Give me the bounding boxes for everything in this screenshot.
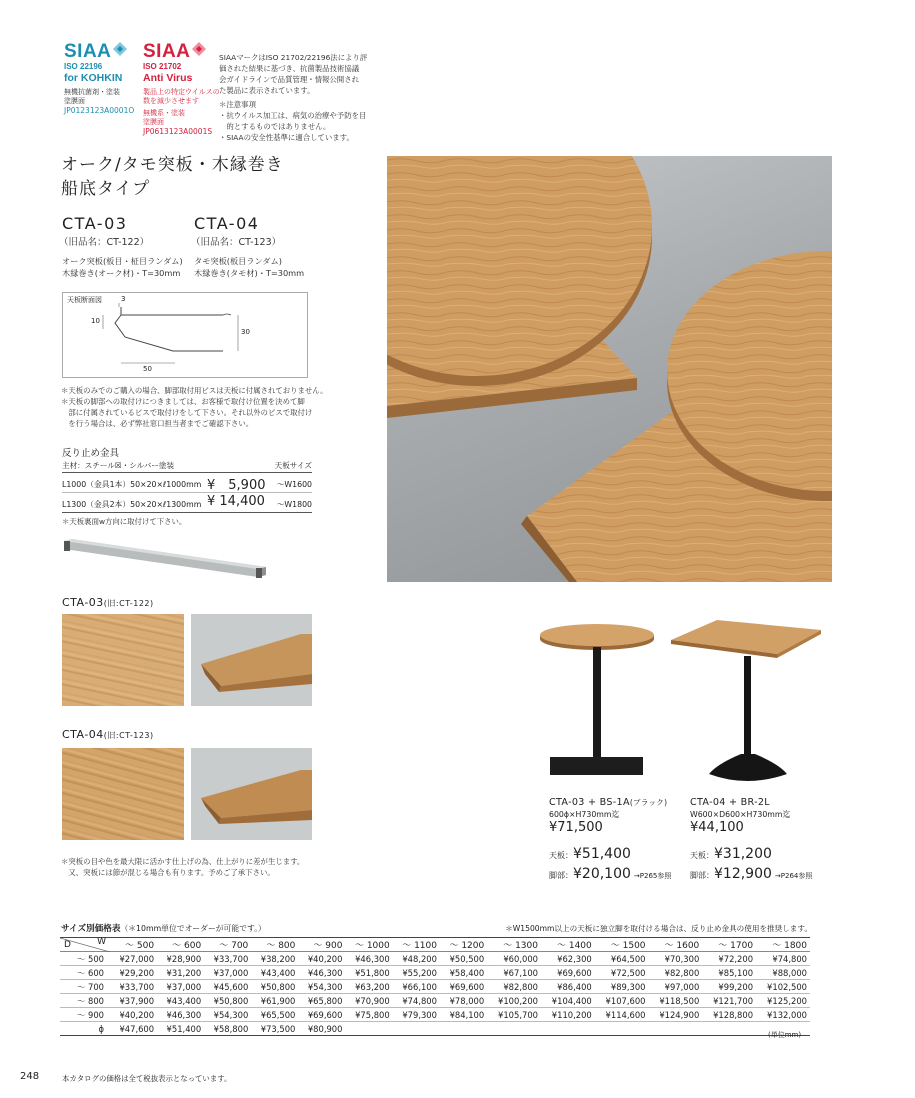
price-cell: ¥27,000 — [119, 953, 155, 964]
purchase-notes — [61, 385, 381, 429]
dim-label: 10 — [91, 317, 100, 325]
bracket-section — [62, 447, 312, 527]
price-cell: ¥37,900 — [119, 995, 155, 1006]
dim-label: 30 — [241, 328, 250, 336]
note-line: を行う場合は、必ず弊社窓口担当者までご確認下さい。 — [61, 419, 254, 428]
column-header: 〜 700 — [219, 941, 249, 951]
price-cell: ¥86,400 — [557, 981, 592, 992]
bracket-row-price: ¥ 14,400 — [207, 494, 265, 509]
price-cell: ¥45,600 — [213, 981, 249, 992]
siaa-sub: for KOHKIN — [64, 72, 123, 84]
price-cell: ¥60,000 — [503, 953, 538, 964]
price-cell: ¥55,200 — [402, 967, 437, 978]
note-line: ＊天板の脚部への取付けにつきましては、お客様で取付け位置を決めて脚 — [61, 397, 305, 406]
siaa-iso: ISO 22196 — [64, 62, 103, 71]
corner-d: D — [64, 939, 71, 950]
model-cta-03 — [59, 214, 192, 279]
price-cell: ¥43,400 — [166, 995, 202, 1006]
price-cell: ¥82,800 — [503, 981, 538, 992]
price-cell: ¥80,900 — [307, 1023, 343, 1034]
price-cell: ¥63,200 — [355, 981, 390, 992]
column-header: 〜 1100 — [402, 941, 437, 951]
bracket-row-size: 〜W1600 — [276, 480, 312, 489]
set-leg-label: 脚部： — [549, 871, 573, 880]
gallery-code: CTA-04 — [62, 728, 104, 741]
price-cell: ¥69,600 — [557, 967, 592, 978]
price-cell: ¥69,600 — [307, 1009, 343, 1020]
veneer-notes — [61, 856, 381, 878]
set-color: (ブラック) — [629, 798, 668, 807]
price-cell — [541, 1022, 595, 1036]
column-header: 〜 1300 — [503, 941, 538, 951]
price-cell: ¥118,500 — [659, 995, 700, 1006]
bracket-note: ＊天板裏面w方向に取付けて下さい。 — [62, 517, 187, 526]
bracket-material: 主材：スチール☒・シルバー塗装 — [62, 461, 175, 470]
diagram-title: 天板断面図 — [67, 296, 102, 304]
set-top-price: ¥51,400 — [573, 846, 631, 862]
price-cell: ¥48,200 — [402, 953, 437, 964]
price-cell: ¥79,300 — [402, 1009, 437, 1020]
cross-section-diagram — [62, 292, 308, 378]
price-cell: ¥47,600 — [119, 1023, 155, 1034]
price-cell: ¥110,200 — [551, 1009, 592, 1020]
row-header: 〜 600 — [76, 967, 104, 978]
price-cell: ¥70,300 — [664, 953, 700, 964]
row-header: 〜 500 — [76, 953, 104, 964]
column-header: 〜 1600 — [664, 941, 700, 951]
model-cta-04 — [191, 214, 324, 279]
siaa-star-icon — [113, 42, 127, 56]
table-row — [60, 1008, 810, 1022]
siaa-desc-line: 製品上の特定ウイルスの — [143, 88, 220, 96]
bracket-size-header: 天板サイズ — [274, 461, 312, 470]
siaa-logo-text: SIAA — [143, 41, 191, 62]
edge-illustration — [191, 748, 312, 840]
price-cell: ¥46,300 — [355, 953, 390, 964]
set-ref[interactable]: →P265参照 — [633, 872, 672, 880]
title-line: 船底タイプ — [61, 179, 151, 199]
column-header: 〜 1400 — [556, 941, 592, 951]
price-cell: ¥29,200 — [119, 967, 155, 978]
column-header: 〜 500 — [125, 941, 155, 951]
gallery-code: CTA-03 — [62, 596, 104, 609]
siaa-antivirus-mark — [143, 42, 225, 137]
price-cell: ¥107,600 — [605, 995, 646, 1006]
price-cell: ¥65,500 — [260, 1009, 296, 1020]
oak-grain-photo — [62, 614, 184, 706]
price-cell: ¥73,500 — [260, 1023, 296, 1034]
column-header: 〜 1700 — [718, 941, 754, 951]
price-cell: ¥46,300 — [166, 1009, 202, 1020]
set-leg-price: ¥12,900 — [714, 866, 772, 882]
price-cell: ¥51,800 — [355, 967, 390, 978]
bracket-row-name: L1000（金具1本）50×20×ℓ1000mm — [62, 480, 202, 489]
unit-note: (単位mm) — [768, 1031, 802, 1039]
price-cell: ¥69,600 — [449, 981, 485, 992]
note-line: ・SIAAの安全性基準に適合しています。 — [219, 133, 354, 142]
column-header: 〜 600 — [172, 941, 202, 951]
row-header: ϕ — [98, 1023, 104, 1034]
price-cell: ¥58,800 — [213, 1023, 249, 1034]
row-header: 〜 700 — [76, 981, 104, 992]
price-cell: ¥74,800 — [402, 995, 437, 1006]
price-cell: ¥54,300 — [307, 981, 343, 992]
set-price: ¥44,100 — [690, 820, 744, 835]
table-header-row — [60, 938, 810, 952]
page-title — [61, 153, 284, 201]
square-table-set-photo — [667, 618, 825, 783]
price-cell: ¥61,900 — [260, 995, 296, 1006]
price-cell: ¥88,000 — [772, 967, 807, 978]
price-cell — [649, 1022, 703, 1036]
price-cell — [487, 1022, 541, 1036]
note-line: た製品に表示されています。 — [219, 86, 315, 95]
bracket-title: 反り止め金具 — [62, 448, 120, 459]
set-cta-03 — [549, 797, 689, 885]
price-cell: ¥128,800 — [713, 1009, 754, 1020]
bracket-photo — [60, 537, 270, 581]
price-cell: ¥40,200 — [307, 953, 343, 964]
price-cell: ¥72,500 — [610, 967, 646, 978]
price-cell: ¥50,500 — [449, 953, 485, 964]
price-cell: ¥85,100 — [718, 967, 754, 978]
page-number: 248 — [20, 1071, 40, 1082]
price-cell: ¥66,100 — [402, 981, 437, 992]
siaa-type-line: 塗膜面 — [143, 118, 164, 126]
table-row — [60, 966, 810, 980]
price-cell: ¥99,200 — [718, 981, 754, 992]
set-size: 600ϕ×H730mm迄 — [549, 810, 620, 819]
gallery-label-cta-04 — [62, 728, 154, 741]
price-cell: ¥114,600 — [605, 1009, 646, 1020]
note-line: 価された結果に基づき、抗菌製品技術協議 — [219, 64, 360, 73]
title-line: オーク/タモ突板・木縁巻き — [61, 155, 284, 175]
price-cell: ¥28,900 — [166, 953, 202, 964]
set-name: CTA-03 + BS-1A — [549, 797, 630, 808]
price-cell: ¥78,000 — [449, 995, 485, 1006]
price-cell: ¥89,300 — [610, 981, 646, 992]
set-size: W600×D600×H730mm迄 — [690, 810, 791, 819]
model-old-name: （旧品名：CT-122） — [59, 237, 150, 248]
price-cell: ¥74,800 — [772, 953, 807, 964]
price-cell: ¥33,700 — [119, 981, 155, 992]
row-header: 〜 900 — [76, 1009, 104, 1020]
siaa-type-line: 無機系・塗装 — [143, 109, 185, 117]
bracket-row — [62, 473, 312, 493]
gallery-old: (旧:CT-122) — [103, 599, 154, 608]
note-line: 又、突板には節が混じる場合も有ります。予めご了承下さい。 — [61, 868, 275, 877]
price-cell: ¥67,100 — [503, 967, 538, 978]
ash-edge-photo — [191, 748, 312, 840]
gallery-old: (旧:CT-123) — [103, 731, 154, 740]
price-cell — [393, 1022, 440, 1036]
siaa-explanation — [219, 52, 379, 143]
price-cell: ¥62,300 — [557, 953, 592, 964]
dim-label: 50 — [143, 365, 152, 373]
note-line: ＊突板の目や色を最大限に活かす仕上げの為、仕上がりに差が生じます。 — [61, 857, 305, 866]
bracket-row-size: 〜W1800 — [276, 500, 312, 509]
footer-note: 本カタログの価格は全て税抜表示となっています。 — [62, 1074, 232, 1083]
table-tops-illustration — [387, 156, 832, 582]
column-header: 〜 800 — [266, 941, 296, 951]
price-cell: ¥31,200 — [166, 967, 202, 978]
table-row — [60, 952, 810, 966]
price-cell — [595, 1022, 649, 1036]
note-line: SIAAマークはISO 21702/22196法により評 — [219, 53, 368, 62]
price-cell: ¥105,700 — [498, 1009, 538, 1020]
price-cell: ¥37,000 — [213, 967, 249, 978]
price-cell: ¥70,900 — [355, 995, 390, 1006]
round-table-set-photo — [535, 617, 660, 777]
price-cell — [702, 1022, 756, 1036]
price-cell: ¥46,300 — [307, 967, 343, 978]
price-cell: ¥38,200 — [260, 953, 296, 964]
bracket-row — [62, 493, 312, 513]
row-header: 〜 800 — [76, 995, 104, 1006]
gallery-label-cta-03 — [62, 596, 154, 609]
siaa-star-icon — [192, 42, 206, 56]
table-row — [60, 994, 810, 1008]
note-line: ・抗ウイルス加工は、病気の治療や予防を目 — [219, 111, 367, 120]
column-header: 〜 1500 — [610, 941, 646, 951]
note-line: 的とするものではありません。 — [219, 122, 331, 131]
dim-label: 3 — [121, 295, 126, 303]
table-row — [60, 1022, 810, 1036]
note-line: ＊注意事項 — [219, 100, 256, 109]
oak-edge-photo — [191, 614, 312, 706]
ash-grain-photo — [62, 748, 184, 840]
price-cell: ¥125,200 — [767, 995, 807, 1006]
siaa-code: JP0123123A0001O — [64, 106, 135, 115]
column-header: 〜 1800 — [772, 941, 807, 951]
price-cell: ¥50,800 — [260, 981, 296, 992]
corner-w: W — [97, 937, 106, 947]
model-code: CTA-04 — [194, 214, 260, 233]
siaa-iso: ISO 21702 — [143, 62, 182, 71]
model-spec: 木縁巻き(タモ材)・T=30mm — [194, 268, 305, 278]
price-table-title: サイズ別価格表 — [61, 924, 121, 934]
model-spec: オーク突板(板目・柾目ランダム) — [62, 256, 183, 266]
set-ref[interactable]: →P264参照 — [774, 872, 813, 880]
price-cell: ¥132,000 — [767, 1009, 807, 1020]
price-cell: ¥72,200 — [718, 953, 754, 964]
set-price: ¥71,500 — [549, 820, 603, 835]
price-cell: ¥33,700 — [213, 953, 249, 964]
note-line: ＊天板のみでのご購入の場合、脚部取付用ビスは天板に付属されておりません。 — [61, 386, 328, 395]
price-table-note: （＊10mm単位でオーダーが可能です。） — [120, 924, 266, 933]
price-cell: ¥37,000 — [166, 981, 202, 992]
edge-illustration — [191, 614, 312, 706]
model-spec: 木縁巻き(オーク材)・T=30mm — [62, 268, 181, 278]
price-cell: ¥64,500 — [610, 953, 646, 964]
price-cell: ¥97,000 — [664, 981, 700, 992]
price-cell: ¥82,800 — [664, 967, 700, 978]
price-cell: ¥50,800 — [213, 995, 249, 1006]
price-cell — [440, 1022, 487, 1036]
set-name: CTA-04 + BR-2L — [690, 797, 770, 808]
set-leg-price: ¥20,100 — [573, 866, 631, 882]
price-table-header — [61, 922, 266, 934]
siaa-kohkin-mark — [64, 42, 146, 116]
price-cell: ¥121,700 — [713, 995, 754, 1006]
corner-cell — [60, 938, 110, 952]
bracket-row-name: L1300（金具2本）50×20×ℓ1300mm — [62, 500, 202, 509]
price-cell — [345, 1022, 392, 1036]
set-top-label: 天板： — [549, 851, 573, 860]
siaa-sub: Anti Virus — [143, 72, 193, 84]
set-leg-label: 脚部： — [690, 871, 714, 880]
table-row — [60, 980, 810, 994]
note-line: 会ガイドラインで品質管理・情報公開され — [219, 75, 359, 84]
set-top-price: ¥31,200 — [714, 846, 772, 862]
siaa-desc-line: 数を減少させます — [143, 97, 199, 105]
column-header: 〜 1000 — [354, 941, 390, 951]
column-header: 〜 1200 — [449, 941, 485, 951]
hero-photo — [387, 156, 832, 582]
price-cell: ¥58,400 — [449, 967, 485, 978]
note-line: 部に付属されているビスで取付けをして下さい。それ以外のビスで取付け — [61, 408, 313, 417]
set-top-label: 天板： — [690, 851, 714, 860]
model-spec: タモ突板(板目ランダム) — [194, 256, 282, 266]
cross-section-drawing — [63, 293, 309, 379]
model-code: CTA-03 — [62, 214, 128, 233]
column-header: 〜 900 — [313, 941, 343, 951]
bracket-row-price: ¥ 5,900 — [207, 478, 266, 493]
siaa-desc-line: 無機抗菌剤・塗装 — [64, 88, 120, 96]
price-cell: ¥54,300 — [213, 1009, 249, 1020]
model-old-name: （旧品名：CT-123） — [191, 237, 282, 248]
siaa-code: JP0613123A0001S — [143, 127, 213, 136]
price-cell: ¥84,100 — [449, 1009, 485, 1020]
price-cell: ¥104,400 — [551, 995, 592, 1006]
price-cell: ¥43,400 — [260, 967, 296, 978]
price-cell: ¥124,900 — [659, 1009, 700, 1020]
price-table-right-note: ＊W1500mm以上の天板に独立脚を取付ける場合は、反り止め金具の使用を推奨します。 — [505, 924, 812, 933]
size-price-table — [60, 937, 810, 1036]
siaa-desc-line: 塗膜面 — [64, 97, 85, 105]
set-cta-04 — [690, 797, 830, 885]
price-cell: ¥102,500 — [767, 981, 807, 992]
price-cell: ¥65,800 — [307, 995, 343, 1006]
price-cell: ¥51,400 — [166, 1023, 202, 1034]
price-cell: ¥40,200 — [119, 1009, 155, 1020]
price-cell: ¥100,200 — [498, 995, 538, 1006]
siaa-logo-text: SIAA — [64, 41, 112, 62]
price-cell: ¥75,800 — [355, 1009, 390, 1020]
